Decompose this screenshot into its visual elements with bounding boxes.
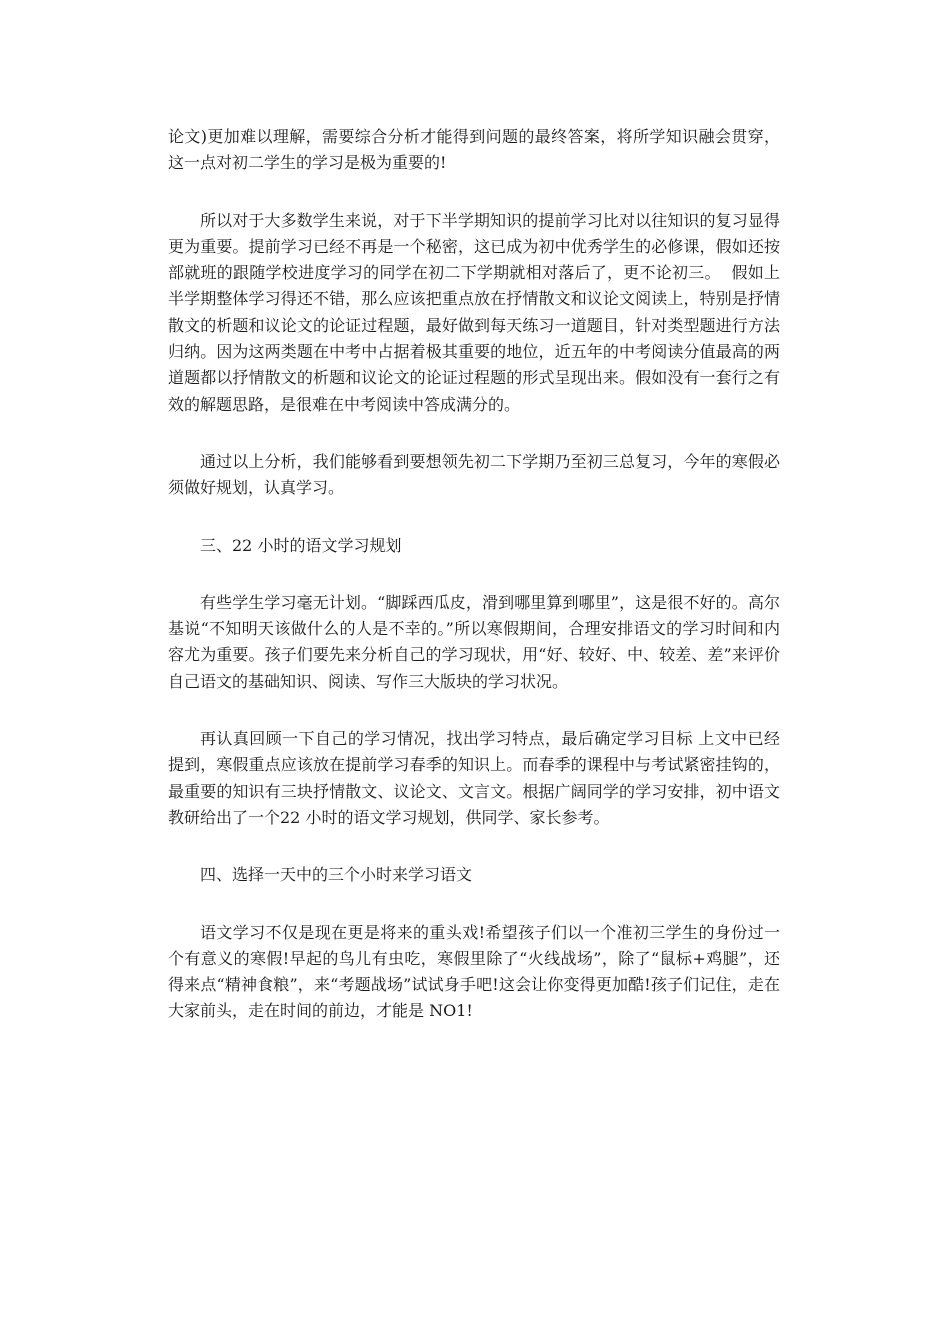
paragraph-gap xyxy=(168,177,780,208)
paragraph-gap xyxy=(168,831,780,862)
paragraph-gap xyxy=(168,695,780,726)
paragraph-advance-study: 所以对于大多数学生来说，对于下半学期知识的提前学习比对以往知识的复习显得更为重要。提前学习已经不再是一个秘密，这已成为初中优秀学生的必修课，假如还按部就班的跟随学校进度学习的同学在初二下学期就相对落后了，更不论初三。 假如上半学期整体学习得还不错，那么应该把重点放在抒情散文和议论文阅读上，特别是抒情散文的析题和议论文的论证过程题，最好做到每天练习一道题目，针对类型题进行方法归纳。因为这两类题在中考中占据着极其重要的地位，近五年的中考阅读分值最高的两道题都以抒情散文的析题和议论文的论证过程题的形式呈现出来。假如没有一套行之有效的解题思路，是很难在中考阅读中答成满分的。 xyxy=(168,210,780,414)
paragraph-gap xyxy=(168,559,780,590)
section-heading-3: 三、22 小时的语文学习规划 xyxy=(200,535,402,555)
paragraph-gap xyxy=(168,418,780,449)
paragraph-analysis-summary: 通过以上分析，我们能够看到要想领先初二下学期乃至初三总复习，今年的寒假必须做好规划，认真学习。 xyxy=(168,451,780,498)
paragraph-gap xyxy=(168,889,780,920)
paragraph-no-plan: 有些学生学习毫无计划。“脚踩西瓜皮，滑到哪里算到哪里”，这是很不好的。高尔基说“不知明天该做什么的人是不幸的。”所以寒假期间，合理安排语文的学习时间和内容尤为重要。孩子们要先来分析自己的学习现状，用“好、较好、中、较差、差”来评价自己语文的基础知识、阅读、写作三大版块的学习状况。 xyxy=(168,592,780,691)
paragraph-gap xyxy=(168,502,780,533)
document-body xyxy=(168,124,780,1025)
paragraph-closing: 语文学习不仅是现在更是将来的重头戏!希望孩子们以一个准初三学生的身份过一个有意义的寒假!早起的鸟儿有虫吃，寒假里除了“火线战场”，除了“鼠标+鸡腿”，还得来点“精神食粮”，来“考题战场”试试身手吧!这会让你变得更加酷!孩子们记住，走在大家前头，走在时间的前边，才能是 NO1! xyxy=(168,922,780,1021)
paragraph-continuation: 论文)更加难以理解，需要综合分析才能得到问题的最终答案，将所学知识融会贯穿，这一点对初二学生的学习是极为重要的! xyxy=(168,127,780,173)
section-heading-4: 四、选择一天中的三个小时来学习语文 xyxy=(200,865,473,885)
paragraph-review: 再认真回顾一下自己的学习情况，找出学习特点，最后确定学习目标 上文中已经提到，寒假重点应该放在提前学习春季的知识上。而春季的课程中与考试紧密挂钩的，最重要的知识有三块抒情散文、议论文、文言文。根据广阔同学的学习安排，初中语文教研给出了一个22 小时的语文学习规划，供同学、家长参考。 xyxy=(168,729,780,827)
